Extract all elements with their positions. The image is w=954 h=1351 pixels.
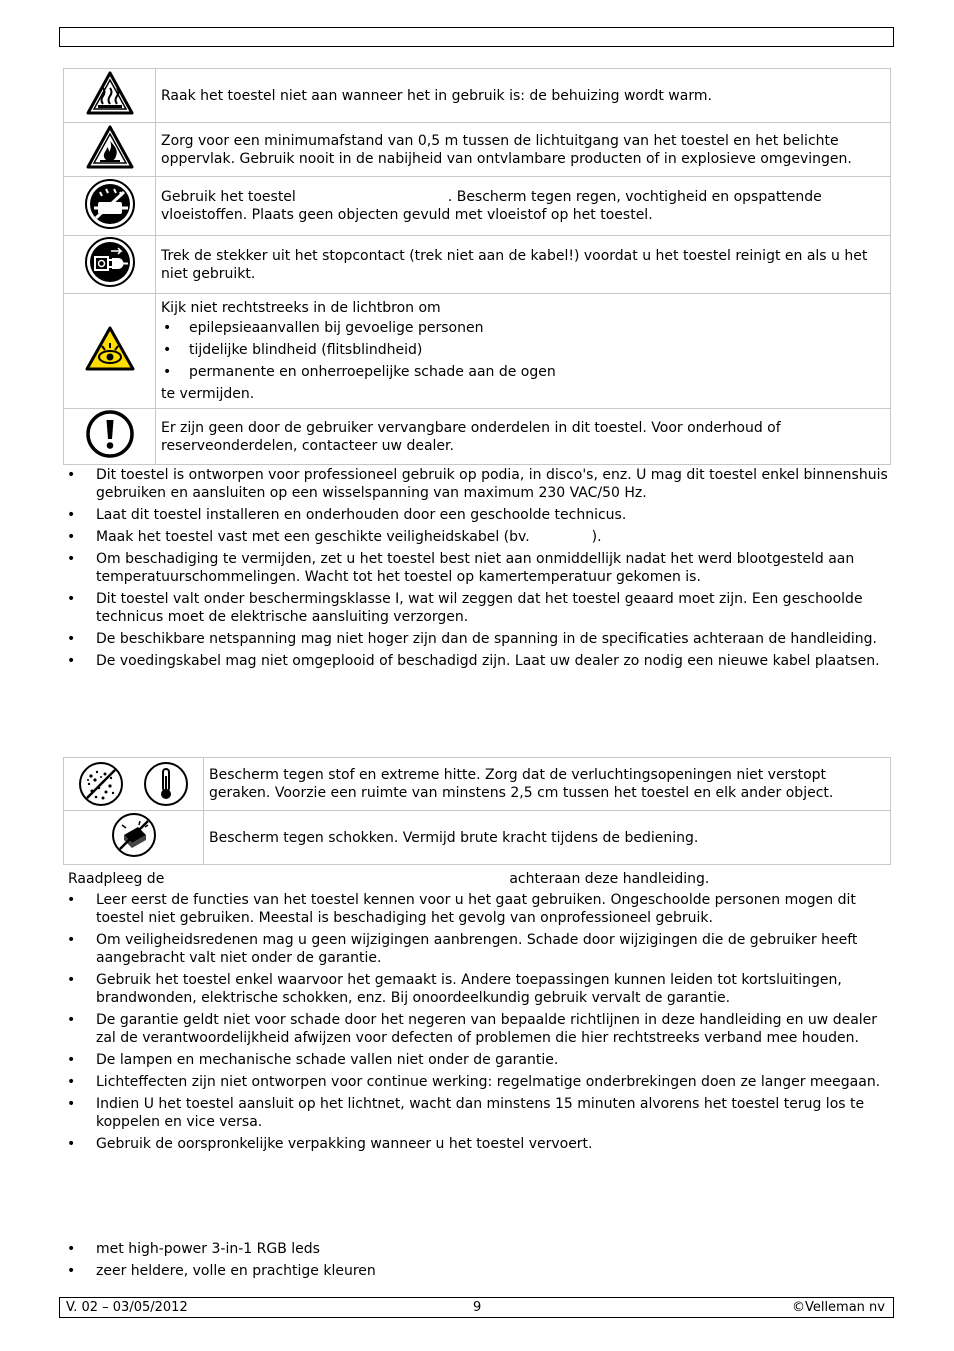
list-item: • zeer heldere, volle en prachtige kleuren — [63, 1262, 891, 1280]
page-number: 9 — [473, 1300, 482, 1315]
eye-warning-icon — [84, 325, 136, 373]
list-item: • met high-power 3-in-1 RGB leds — [63, 1240, 891, 1258]
raadpleeg-line: Raadpleeg de achteraan deze handleiding. — [68, 871, 710, 887]
warning-row — [64, 294, 891, 409]
dust-icon — [77, 760, 125, 808]
list-item: • De garantie geldt niet voor schade door het negeren van bepaalde richtlijnen in deze handleiding en uw dealer zal de verantwoordelijkheid afwijzen voor defecten of problemen die hier rechtstreeks verband mee houden. — [63, 1011, 891, 1047]
warning-text: Er zijn geen door de gebruiker vervangbare onderdelen in dit toestel. Voor onderhoud of reserveonderdelen, contacteer uw dealer. — [161, 419, 781, 454]
footer-copyright: ©Velleman nv — [791, 1300, 885, 1315]
list-item: • Indien U het toestel aansluit op het lichtnet, wacht dan minstens 15 minuten alvorens het toestel terug los te koppelen en vice versa. — [63, 1095, 891, 1131]
list-item: • Leer eerst de functies van het toestel kennen voor u het gaat gebruiken. Ongeschoolde personen mogen dit toestel niet gebruiken. Meestal is beschadiging het gevolg van onprofessioneel gebruik. — [63, 891, 891, 927]
list-item: • Om veiligheidsredenen mag u geen wijzigingen aanbrengen. Schade door wijzigingen die de gebruiker heeft aangebracht valt niet onder de garantie. — [63, 931, 891, 967]
list-item: • Laat dit toestel installeren en onderhouden door een geschoolde technicus. — [63, 506, 891, 524]
no-shock-icon — [110, 811, 158, 859]
warning-row — [64, 758, 891, 811]
warning-row — [64, 409, 891, 465]
list-item: • Maak het toestel vast met een geschikte veiligheidskabel (bv. ). — [63, 528, 891, 546]
warning-text: Raak het toestel niet aan wanneer het in gebruik is: de behuizing wordt warm. — [161, 87, 712, 104]
list-item: • De beschikbare netspanning mag niet hoger zijn dan de spanning in de specificaties achteraan de handleiding. — [63, 630, 891, 648]
page-header-box — [59, 27, 894, 47]
list-item: • De lampen en mechanische schade vallen niet onder de garantie. — [63, 1051, 891, 1069]
list-item: • Om beschadiging te vermijden, zet u het toestel best niet aan onmiddellijk nadat het werd blootgesteld aan temperatuurschommelingen. Wacht tot het toestel op kamertemperatuur gekomen is. — [63, 550, 891, 586]
warning-row — [64, 123, 891, 177]
exclamation-icon — [84, 409, 136, 459]
thermometer-icon — [142, 760, 190, 808]
list-item: • Gebruik de oorspronkelijke verpakking wanneer u het toestel vervoert. — [63, 1135, 891, 1153]
warning-text: Zorg voor een minimumafstand van 0,5 m tussen de lichtuitgang van het toestel en het belichte oppervlak. Gebruik nooit in de nabijheid van ontvlambare producten of in explosieve omgevingen. — [161, 132, 852, 167]
warning-list — [161, 319, 884, 381]
warning-row — [64, 236, 891, 294]
warning-text: . Bescherm tegen regen, vochtigheid en opspattende vloeistoffen. Plaats geen objecten gevuld met vloeistof op het toestel. — [161, 189, 822, 223]
safety-bullet-list — [63, 466, 891, 674]
list-item: • permanente en onherroepelijke schade aan de ogen — [161, 363, 884, 381]
unplug-icon — [84, 236, 136, 288]
warning-text: Bescherm tegen schokken. Vermijd brute kracht tijdens de bediening. — [209, 829, 699, 846]
warning-outro: te vermijden. — [161, 386, 255, 402]
warning-intro: Kijk niet rechtstreeks in de lichtbron om — [161, 300, 441, 316]
list-item: • epilepsieaanvallen bij gevoelige personen — [161, 319, 884, 337]
warning-row — [64, 177, 891, 236]
warning-row — [64, 811, 891, 865]
features-bullet-list — [63, 1240, 891, 1284]
usage-bullet-list — [63, 891, 891, 1157]
no-water-icon — [84, 178, 136, 230]
list-item: • De voedingskabel mag niet omgeplooid of beschadigd zijn. Laat uw dealer zo nodig een nieuwe kabel plaatsen. — [63, 652, 891, 670]
flammable-icon — [85, 124, 135, 170]
list-item: • Dit toestel is ontworpen voor professioneel gebruik op podia, in disco's, enz. U mag dit toestel enkel binnenshuis gebruiken en aansluiten op een wisselspanning van maximum 230 VAC/50 Hz. — [63, 466, 891, 502]
hot-surface-icon — [85, 70, 135, 116]
warning-text: Trek de stekker uit het stopcontact (trek niet aan de kabel!) voordat u het toestel reinigt en als u het niet gebruikt. — [161, 247, 868, 282]
warning-text: Gebruik het toestel — [161, 189, 296, 205]
footer-version: V. 02 – 03/05/2012 — [66, 1300, 188, 1315]
list-item: • Dit toestel valt onder beschermingsklasse I, wat wil zeggen dat het toestel geaard moet zijn. Een geschoolde technicus moet de elektrische aansluiting verzorgen. — [63, 590, 891, 626]
list-item: • Gebruik het toestel enkel waarvoor het gemaakt is. Andere toepassingen kunnen leiden tot kortsluitingen, brandwonden, elektrische schokken, enz. Bij onoordeelkundig gebruik vervalt de garantie. — [63, 971, 891, 1007]
page-footer — [59, 1297, 894, 1318]
list-item: • Lichteffecten zijn niet ontworpen voor continue werking: regelmatige onderbrekingen doen ze langer meegaan. — [63, 1073, 891, 1091]
list-item: • tijdelijke blindheid (flitsblindheid) — [161, 341, 884, 359]
warning-text: Bescherm tegen stof en extreme hitte. Zorg dat de verluchtingsopeningen niet verstopt geraken. Voorzie een ruimte van minstens 2,5 cm tussen het toestel en elk ander object. — [209, 767, 834, 801]
environment-warnings-table — [63, 757, 891, 865]
warning-row — [64, 69, 891, 123]
safety-warnings-table — [63, 68, 891, 465]
